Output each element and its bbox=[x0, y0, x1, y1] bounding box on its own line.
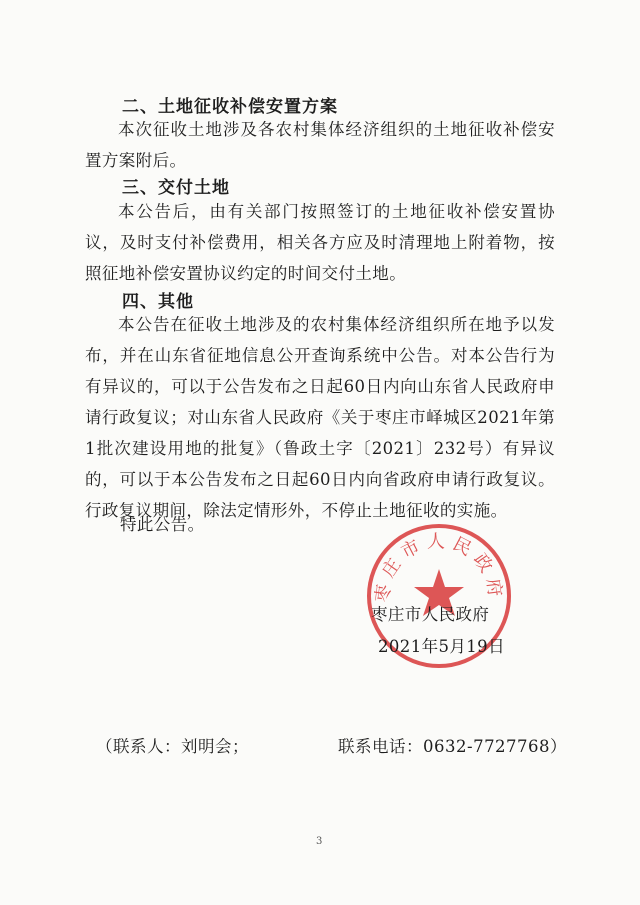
section-body-land-delivery: 本公告后，由有关部门按照签订的土地征收补偿安置协议，及时支付补偿费用，相关各方应及时清理地上附着物，按照征地补偿安置协议约定的时间交付土地。 bbox=[85, 202, 555, 283]
signature-organization: 枣庄市人民政府 bbox=[371, 605, 490, 624]
section-heading-compensation: 二、土地征收补偿安置方案 bbox=[122, 97, 338, 117]
seal-text: 枣庄市人民政府 bbox=[372, 531, 506, 604]
section-body-compensation: 本次征收土地涉及各农村集体经济组织的土地征收补偿安置方案附后。 bbox=[85, 120, 555, 170]
signature-date: 2021年5月19日 bbox=[378, 637, 505, 656]
page-number: 3 bbox=[316, 836, 323, 847]
section-body-other: 本公告在征收土地涉及的农村集体经济组织所在地予以发布，并在山东省征地信息公开查询系统中公告。对本公告行为有异议的，可以于公告发布之日起60日内向山东省人民政府申请行政复议；对山东省人民政府《关于枣庄市峄城区2021年第1批次建设用地的批复》（鲁政土字〔2021〕232号）有异议的，可以于本公告发布之日起60日内向省政府申请行政复议。行政复议期间，除法定情形外，不停止土地征收的实施。 bbox=[85, 315, 555, 520]
contact-phone: 联系电话：0632-7727768） bbox=[338, 737, 568, 756]
closing-statement: 特此公告。 bbox=[120, 515, 205, 534]
section-heading-other: 四、其他 bbox=[122, 292, 194, 312]
section-heading-land-delivery: 三、交付土地 bbox=[122, 178, 230, 198]
contact-person: （联系人：刘明会； bbox=[96, 737, 249, 756]
